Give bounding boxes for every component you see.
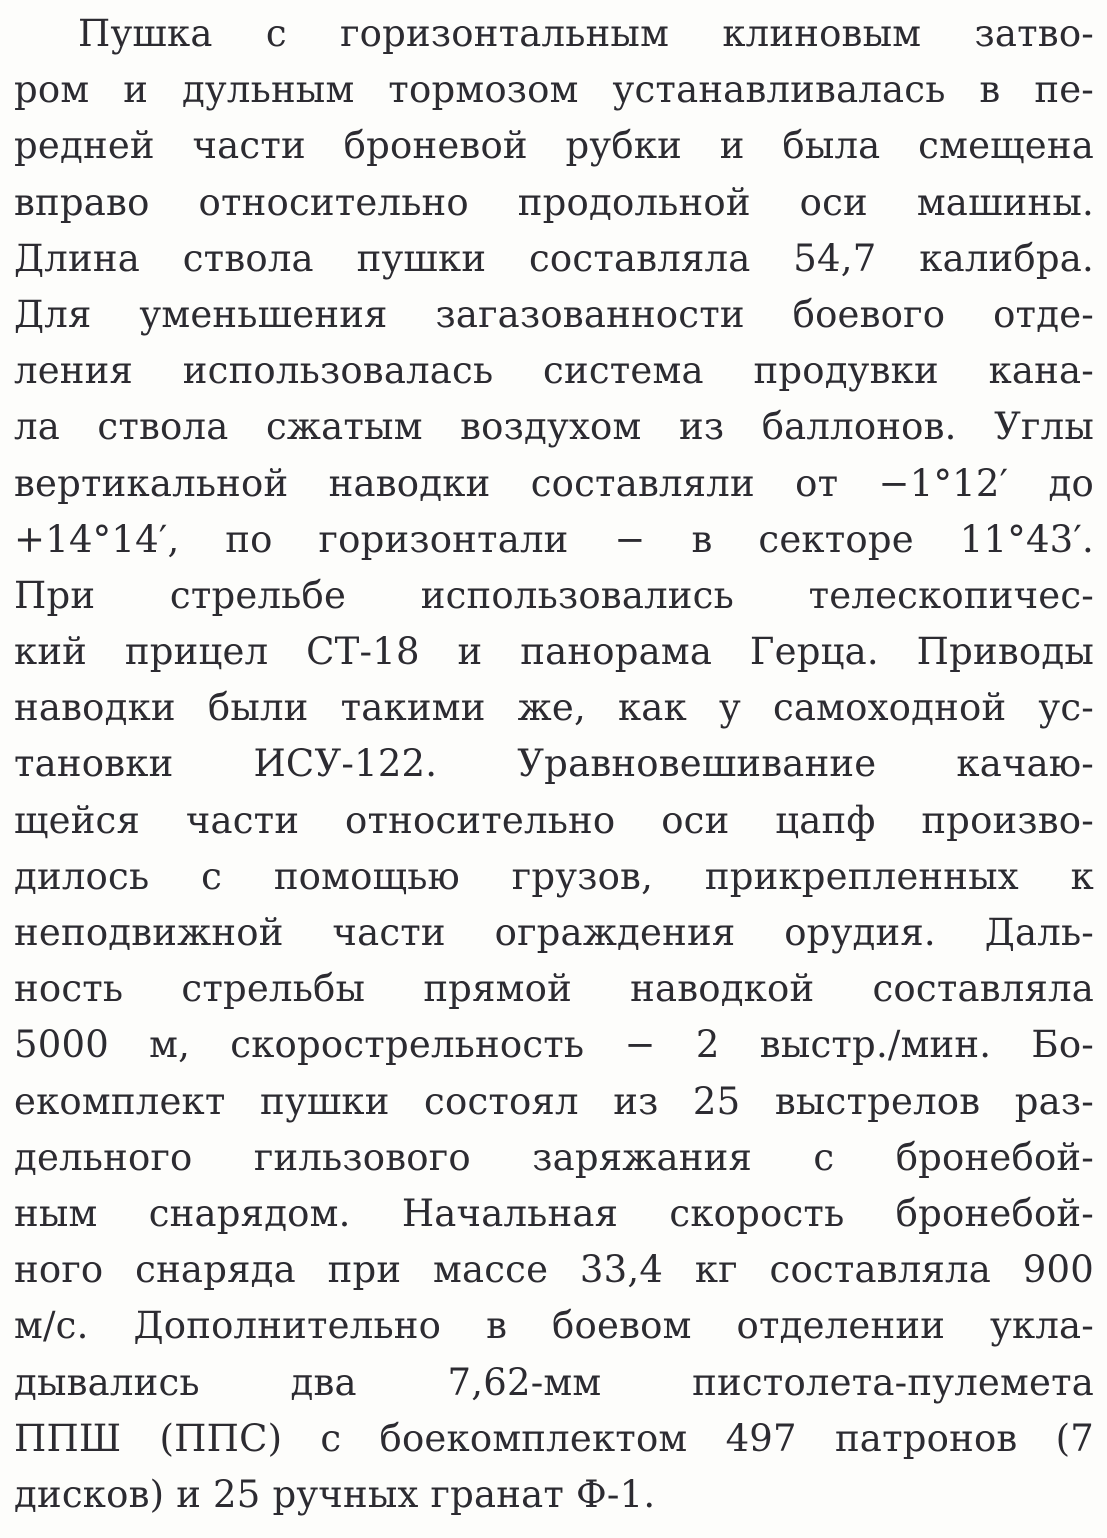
text-line: редней части броневой рубки и была смещена xyxy=(14,124,1094,168)
text-line: Для уменьшения загазованности боевого отде- xyxy=(14,292,1094,336)
text-line: дельного гильзового заряжания с бронебой- xyxy=(14,1135,1094,1179)
text-line: ления использовалась система продувки кана- xyxy=(14,349,1094,393)
text-line: 5000 м, скорострельность − 2 выстр./мин. Бо- xyxy=(14,1023,1094,1067)
text-line: ла ствола сжатым воздухом из баллонов. Углы xyxy=(14,405,1094,449)
text-line: вправо относительно продольной оси машины. xyxy=(14,180,1094,224)
text-line: При стрельбе использовались телескопичес- xyxy=(14,573,1094,617)
text-line: щейся части относительно оси цапф произво- xyxy=(14,798,1094,842)
text-line: м/с. Дополнительно в боевом отделении укла- xyxy=(14,1304,1094,1348)
text-line: вертикальной наводки составляли от −1°12′ до xyxy=(14,461,1094,505)
text-line: тановки ИСУ-122. Уравновешивание качаю- xyxy=(14,742,1094,786)
text-line: ность стрельбы прямой наводкой составляла xyxy=(14,967,1094,1011)
body-paragraph xyxy=(14,6,1094,1523)
text-line: Пушка с горизонтальным клиновым затво- xyxy=(78,12,1094,55)
text-line: кий прицел СТ-18 и панорама Герца. Приводы xyxy=(14,630,1094,674)
text-line: ППШ (ППС) с боекомплектом 497 патронов (7 xyxy=(14,1416,1094,1460)
text-line: Длина ствола пушки составляла 54,7 калибра. xyxy=(14,236,1094,280)
text-line: екомплект пушки состоял из 25 выстрелов раз- xyxy=(14,1079,1094,1123)
text-line: ром и дульным тормозом устанавливалась в пе- xyxy=(14,68,1094,112)
text-line: наводки были такими же, как у самоходной ус- xyxy=(14,686,1094,730)
text-line: дывались два 7,62-мм пистолета-пулемета xyxy=(14,1360,1094,1404)
text-line: дисков) и 25 ручных гранат Ф-1. xyxy=(14,1472,656,1516)
text-line: ного снаряда при массе 33,4 кг составляла 900 xyxy=(14,1248,1094,1292)
text-line: дилось с помощью грузов, прикрепленных к xyxy=(14,854,1094,898)
text-line: ным снарядом. Начальная скорость бронебой- xyxy=(14,1191,1094,1235)
text-line: +14°14′, по горизонтали − в секторе 11°43′. xyxy=(14,517,1094,561)
text-line: неподвижной части ограждения орудия. Даль- xyxy=(14,911,1094,954)
